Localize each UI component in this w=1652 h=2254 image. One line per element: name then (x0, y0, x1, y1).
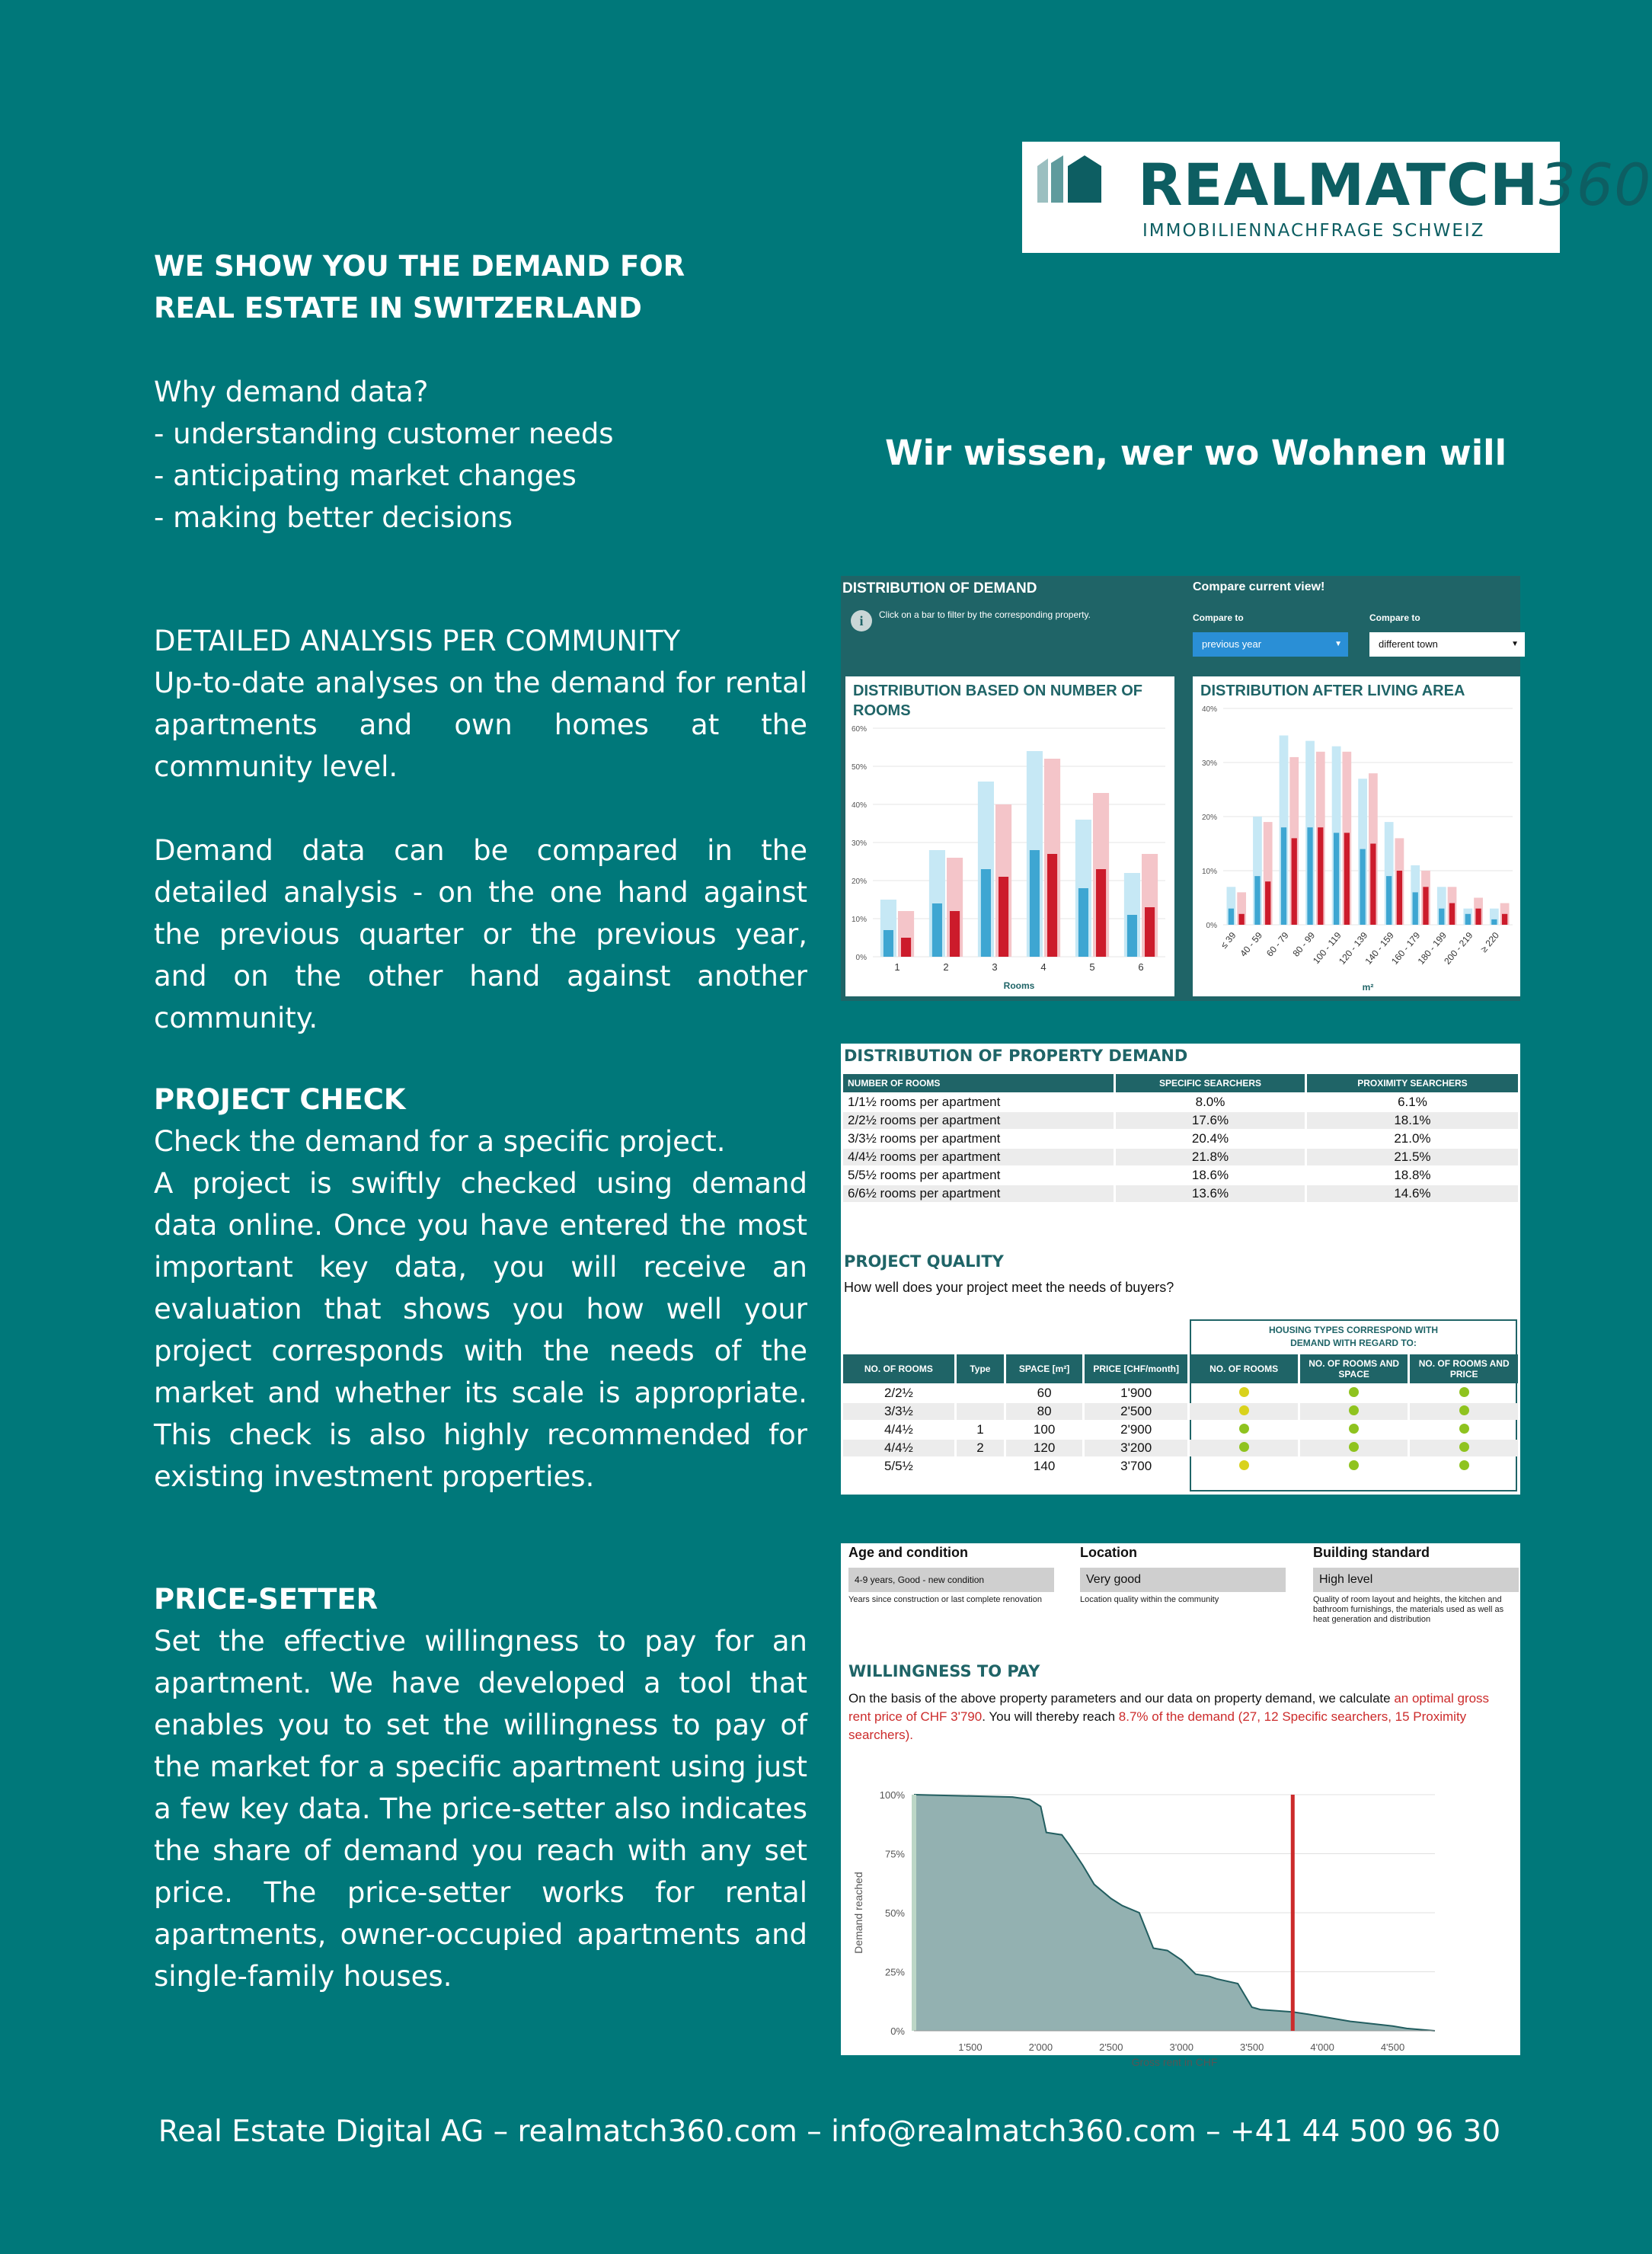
x-tick-label: 3 (992, 961, 998, 973)
column-header: Type (957, 1354, 1004, 1383)
yellow-status-dot (1239, 1405, 1249, 1415)
area-bar-chart (1193, 676, 1520, 996)
rating-cell (1410, 1385, 1518, 1402)
compare-town-dropdown[interactable]: different town ▼ (1369, 632, 1525, 657)
rating-cell (1300, 1440, 1408, 1456)
pricesetter-heading: PRICE-SETTER (154, 1583, 379, 1616)
green-status-dot (1459, 1424, 1469, 1434)
y-tick-label: 0% (1206, 922, 1217, 930)
table-cell: 17.6% (1116, 1112, 1305, 1129)
bar (1318, 827, 1323, 925)
column-header: NO. OF ROOMS AND SPACE (1300, 1354, 1408, 1383)
x-tick-label: 60 - 79 (1264, 929, 1291, 959)
age-note: Years since construction or last complete renovation (848, 1595, 1042, 1604)
table-row (843, 1403, 1518, 1420)
standard-select[interactable]: High level (1313, 1568, 1519, 1592)
table-cell: 2'900 (1120, 1422, 1152, 1437)
green-status-dot (1349, 1424, 1359, 1434)
bar (1502, 914, 1507, 925)
table-cell: 3/3½ (843, 1403, 954, 1420)
green-status-dot (1459, 1387, 1469, 1397)
analysis-heading: DETAILED ANALYSIS PER COMMUNITY (154, 625, 681, 657)
pricesetter-paragraph: Set the effective willingness to pay for an apartment. We have developed a tool that enables you to set the willingness to pay of the market for a specific apartment using just a few key data. The price-setter also indicates the share of demand you reach with any set price. The price-setter works for rental apartments, owner-occupied apartments and single-family houses. (154, 1625, 807, 1993)
x-tick-label: 200 - 219 (1442, 929, 1475, 967)
panel-title: DISTRIBUTION OF DEMAND (842, 580, 1037, 596)
rating-cell (1300, 1458, 1408, 1475)
y-tick-label: 40% (851, 801, 867, 810)
bar (1096, 869, 1106, 957)
table-cell: 3'200 (1085, 1440, 1187, 1456)
intro-section (154, 245, 807, 539)
column-header: SPECIFIC SEARCHERS (1116, 1074, 1305, 1092)
rating-cell (1410, 1458, 1518, 1475)
table-cell: 8.0% (1195, 1095, 1225, 1109)
svg-text:i: i (859, 613, 864, 628)
building-icon (1037, 155, 1127, 203)
x-tick-label: ≥ 220 (1478, 929, 1502, 954)
compare-label: Compare to (1369, 612, 1420, 623)
project-section (154, 1079, 807, 1498)
pricesetter-section (154, 1578, 807, 1997)
table-row (843, 1458, 1518, 1475)
table-cell: 80 (1006, 1403, 1082, 1420)
table-cell (957, 1458, 1004, 1475)
intro-bullet: - understanding customer needs (154, 417, 614, 450)
panel-hint: Click on a bar to filter by the corresponding property. (879, 609, 1091, 620)
column-header: NO. OF ROOMS (1190, 1354, 1298, 1383)
column-header: PRICE [CHF/month] (1085, 1354, 1187, 1383)
green-status-dot (1239, 1442, 1249, 1452)
table-cell: 21.8% (1116, 1149, 1305, 1165)
rating-cell (1300, 1421, 1408, 1438)
x-tick-label: 2'000 (1028, 2041, 1053, 2053)
willingness-area-chart (841, 1764, 1520, 2068)
green-status-dot (1349, 1405, 1359, 1415)
bar (1439, 909, 1444, 925)
table-cell: 6/6½ rooms per apartment (843, 1185, 1114, 1202)
project-heading: PROJECT CHECK (154, 1083, 406, 1116)
x-tick-label: 160 - 179 (1389, 929, 1423, 967)
y-tick-label: 30% (851, 839, 867, 848)
table-cell: 140 (1033, 1459, 1056, 1473)
table-cell: 4/4½ (843, 1440, 954, 1456)
bar (901, 938, 911, 957)
compare-label: Compare to (1193, 612, 1244, 623)
green-status-dot (1459, 1460, 1469, 1470)
bar (1292, 838, 1297, 925)
x-tick-label: 2'500 (1099, 2041, 1123, 2053)
y-tick-label: 40% (1201, 705, 1217, 714)
y-tick-label: 60% (851, 725, 867, 734)
table-row (843, 1149, 1518, 1165)
project-paragraph: A project is swiftly checked using demand data online. Once you have entered the most important key data, you will receive an evaluation that shows you how well your project corresponds with the needs of the market and whether its scale is appropriate. This check is also highly recommended for existing investment properties. (154, 1167, 807, 1493)
bar (1127, 915, 1137, 957)
rating-cell (1410, 1421, 1518, 1438)
y-tick-label: 20% (1201, 814, 1217, 822)
x-tick-label: 4'500 (1380, 2041, 1405, 2053)
logo-wordmark: REALMATCH360 (1138, 151, 1652, 219)
bar (1491, 919, 1497, 925)
table-cell: 5/5½ (884, 1459, 913, 1473)
table-cell: 18.6% (1191, 1168, 1229, 1182)
table-cell: 2/2½ (884, 1386, 913, 1400)
bar (1449, 903, 1455, 925)
table-row (843, 1385, 1518, 1402)
table-cell: 2/2½ rooms per apartment (843, 1112, 1114, 1129)
bar (981, 869, 991, 957)
demand-distribution-panel (841, 576, 1520, 1001)
intro-question: Why demand data? (154, 376, 429, 408)
x-tick-label: 80 - 99 (1290, 929, 1318, 959)
chevron-down-icon: ▼ (1334, 640, 1342, 648)
tagline: Wir wissen, wer wo Wohnen will (885, 433, 1507, 473)
bar (1145, 907, 1155, 957)
x-axis-label: Rooms (1003, 980, 1035, 991)
bar (1360, 849, 1365, 925)
table-cell: 3'700 (1120, 1459, 1152, 1473)
quality-title: PROJECT QUALITY (844, 1252, 1004, 1271)
green-status-dot (1239, 1424, 1249, 1434)
price-setter-panel (841, 1543, 1520, 2068)
x-axis-label: Gross rent in CHF (1131, 2056, 1218, 2068)
bar (1030, 850, 1040, 957)
chart-title: DISTRIBUTION BASED ON NUMBER OF ROOMS (853, 683, 1142, 719)
panel-title: DISTRIBUTION OF PROPERTY DEMAND (844, 1047, 1188, 1065)
green-status-dot (1459, 1442, 1469, 1452)
table-cell: 1/1½ rooms per apartment (848, 1095, 1001, 1109)
bar (1423, 887, 1428, 925)
column-header: NO. OF ROOMS AND PRICE (1410, 1354, 1518, 1383)
table-cell: 1 (976, 1422, 984, 1437)
footer-contact: Real Estate Digital AG – realmatch360.com – info@realmatch360.com – +41 44 500 96 30 (158, 2115, 1501, 2149)
standard-label: Building standard (1313, 1545, 1430, 1560)
bar (950, 911, 960, 957)
green-status-dot (1459, 1405, 1469, 1415)
bar (1465, 914, 1471, 925)
table-cell: 21.0% (1394, 1131, 1431, 1146)
bar (1413, 892, 1418, 925)
table-cell: 100 (1033, 1422, 1056, 1437)
bar (1047, 854, 1057, 957)
table-cell: 21.5% (1307, 1149, 1518, 1165)
rating-cell (1410, 1403, 1518, 1420)
green-status-dot (1349, 1387, 1359, 1397)
project-quality-table (841, 1353, 1520, 1476)
area-chart-card (1193, 676, 1520, 996)
bar (1254, 876, 1260, 925)
green-status-dot (1349, 1460, 1359, 1470)
y-tick-label: 20% (851, 878, 867, 886)
x-tick-label: 140 - 159 (1363, 929, 1396, 967)
table-row (843, 1167, 1518, 1184)
y-tick-label: 0% (890, 2025, 905, 2037)
x-tick-label: 120 - 139 (1336, 929, 1370, 967)
table-row (843, 1185, 1518, 1202)
yellow-status-dot (1239, 1460, 1249, 1470)
green-status-dot (1349, 1442, 1359, 1452)
analysis-paragraph: Demand data can be compared in the detailed analysis - on the one hand against the previous quarter or the previous year, and on the other hand against another community. (154, 834, 807, 1034)
bar (932, 903, 942, 957)
rating-cell (1190, 1403, 1298, 1420)
rating-cell (1190, 1440, 1298, 1456)
y-tick-label: 50% (851, 763, 867, 772)
property-demand-table (841, 1073, 1520, 1204)
table-cell: 3/3½ rooms per apartment (848, 1131, 1001, 1146)
analysis-paragraph: Up-to-date analyses on the demand for rental apartments and own homes at the community level. (154, 667, 807, 783)
rating-cell (1410, 1440, 1518, 1456)
x-tick-label: 3'000 (1169, 2041, 1193, 2053)
x-tick-label: 40 - 59 (1238, 929, 1265, 959)
y-tick-label: 10% (1201, 868, 1217, 876)
info-icon (850, 609, 873, 632)
column-header: PROXIMITY SEARCHERS (1307, 1074, 1518, 1092)
table-row (843, 1094, 1518, 1111)
table-cell: 60 (1037, 1386, 1052, 1400)
y-tick-label: 75% (884, 1848, 905, 1860)
location-label: Location (1080, 1545, 1137, 1560)
y-tick-label: 100% (879, 1789, 905, 1801)
bar (1281, 827, 1286, 925)
bar (1475, 909, 1481, 925)
group-header: HOUSING TYPES CORRESPOND WITH DEMAND WITH REGARD TO: (1268, 1325, 1439, 1348)
intro-bullet: - making better decisions (154, 501, 513, 534)
age-label: Age and condition (848, 1545, 968, 1560)
compare-title: Compare current view! (1193, 580, 1325, 593)
wtp-text: On the basis of the above property parameters and our data on property demand, we calculate an optimal gross rent price of CHF 3'790. You will thereby reach 8.7% of the demand (27, 12 Specific searchers, 15 Proximity searchers). (848, 1691, 1490, 1742)
intro-heading: WE SHOW YOU THE DEMAND FOR REAL ESTATE IN SWITZERLAND (154, 250, 685, 325)
bar (1386, 876, 1392, 925)
table-row (843, 1421, 1518, 1438)
table-cell: 18.1% (1307, 1112, 1518, 1129)
x-tick-label: 180 - 199 (1415, 929, 1449, 967)
rating-cell (1300, 1385, 1408, 1402)
x-tick-label: 100 - 119 (1310, 929, 1344, 967)
bar (1397, 871, 1402, 925)
chevron-down-icon: ▼ (1511, 640, 1519, 648)
standard-note: Quality of room layout and heights, the kitchen and bathroom furnishings, the materials used as well as heat generation and distribution (1313, 1595, 1504, 1624)
rooms-chart-card (845, 676, 1174, 996)
compare-previous-dropdown[interactable]: previous year ▼ (1193, 632, 1348, 657)
logo-subtitle: IMMOBILIENNACHFRAGE SCHWEIZ (1142, 221, 1485, 241)
chart-title: DISTRIBUTION AFTER LIVING AREA (1200, 683, 1465, 699)
location-select[interactable]: Very good (1080, 1568, 1286, 1592)
bar (1078, 888, 1088, 957)
y-tick-label: 10% (851, 916, 867, 924)
rating-cell (1300, 1403, 1408, 1420)
x-tick-label: 4'000 (1310, 2041, 1334, 2053)
column-header: SPACE [m²] (1006, 1354, 1082, 1383)
y-tick-label: 50% (884, 1907, 905, 1919)
rating-cell (1190, 1385, 1298, 1402)
location-note: Location quality within the community (1080, 1595, 1219, 1604)
rooms-bar-chart (845, 676, 1174, 996)
rating-cell (1190, 1458, 1298, 1475)
table-row (843, 1112, 1518, 1129)
bar (1239, 914, 1245, 925)
x-tick-label: 5 (1089, 961, 1095, 973)
x-tick-label: 3'500 (1239, 2041, 1264, 2053)
analysis-section (154, 620, 807, 1039)
bar (884, 930, 893, 957)
x-tick-label: 6 (1138, 961, 1144, 973)
table-cell (957, 1403, 1004, 1420)
table-row (843, 1440, 1518, 1456)
y-tick-label: 30% (1201, 759, 1217, 768)
bar (1344, 833, 1350, 925)
property-demand-panel (841, 1044, 1520, 1495)
column-header: NO. OF ROOMS (843, 1354, 954, 1383)
table-cell: 14.6% (1307, 1185, 1518, 1202)
bar (1265, 881, 1270, 925)
table-row (843, 1130, 1518, 1147)
table-cell: 18.8% (1394, 1168, 1431, 1182)
bar (1370, 844, 1376, 926)
x-axis-label: m² (1362, 982, 1374, 993)
y-tick-label: 25% (884, 1966, 905, 1978)
x-tick-label: 1'500 (958, 2041, 983, 2053)
x-tick-label: ≤ 39 (1218, 929, 1238, 951)
table-cell (957, 1385, 1004, 1402)
bar (1307, 827, 1312, 925)
table-cell: 20.4% (1191, 1131, 1229, 1146)
table-cell: 5/5½ rooms per apartment (848, 1168, 1001, 1182)
bar (1334, 833, 1339, 925)
x-tick-label: 1 (894, 961, 900, 973)
table-cell: 13.6% (1116, 1185, 1305, 1202)
table-cell: 2 (957, 1440, 1004, 1456)
intro-bullet: - anticipating market changes (154, 459, 577, 492)
rating-cell (1190, 1421, 1298, 1438)
table-cell: 2'500 (1085, 1403, 1187, 1420)
x-tick-label: 2 (943, 961, 949, 973)
table-cell: 6.1% (1398, 1095, 1427, 1109)
x-tick-label: 4 (1040, 961, 1046, 973)
bar (999, 877, 1008, 957)
table-cell: 120 (1006, 1440, 1082, 1456)
y-tick-label: 0% (855, 954, 867, 962)
y-axis-label: Demand reached (852, 1872, 864, 1954)
brand-logo (1022, 142, 1652, 253)
quality-question: How well does your project meet the needs of buyers? (844, 1280, 1174, 1295)
yellow-status-dot (1239, 1387, 1249, 1397)
table-cell: 1'900 (1120, 1386, 1152, 1400)
age-select[interactable]: 4-9 years, Good - new condition (848, 1568, 1054, 1592)
project-subheading: Check the demand for a specific project. (154, 1125, 726, 1158)
table-cell: 4/4½ (884, 1422, 913, 1437)
bar (1229, 909, 1234, 925)
column-header: NUMBER OF ROOMS (843, 1074, 1114, 1092)
table-cell: 4/4½ rooms per apartment (843, 1149, 1114, 1165)
wtp-title: WILLINGNESS TO PAY (848, 1662, 1040, 1680)
